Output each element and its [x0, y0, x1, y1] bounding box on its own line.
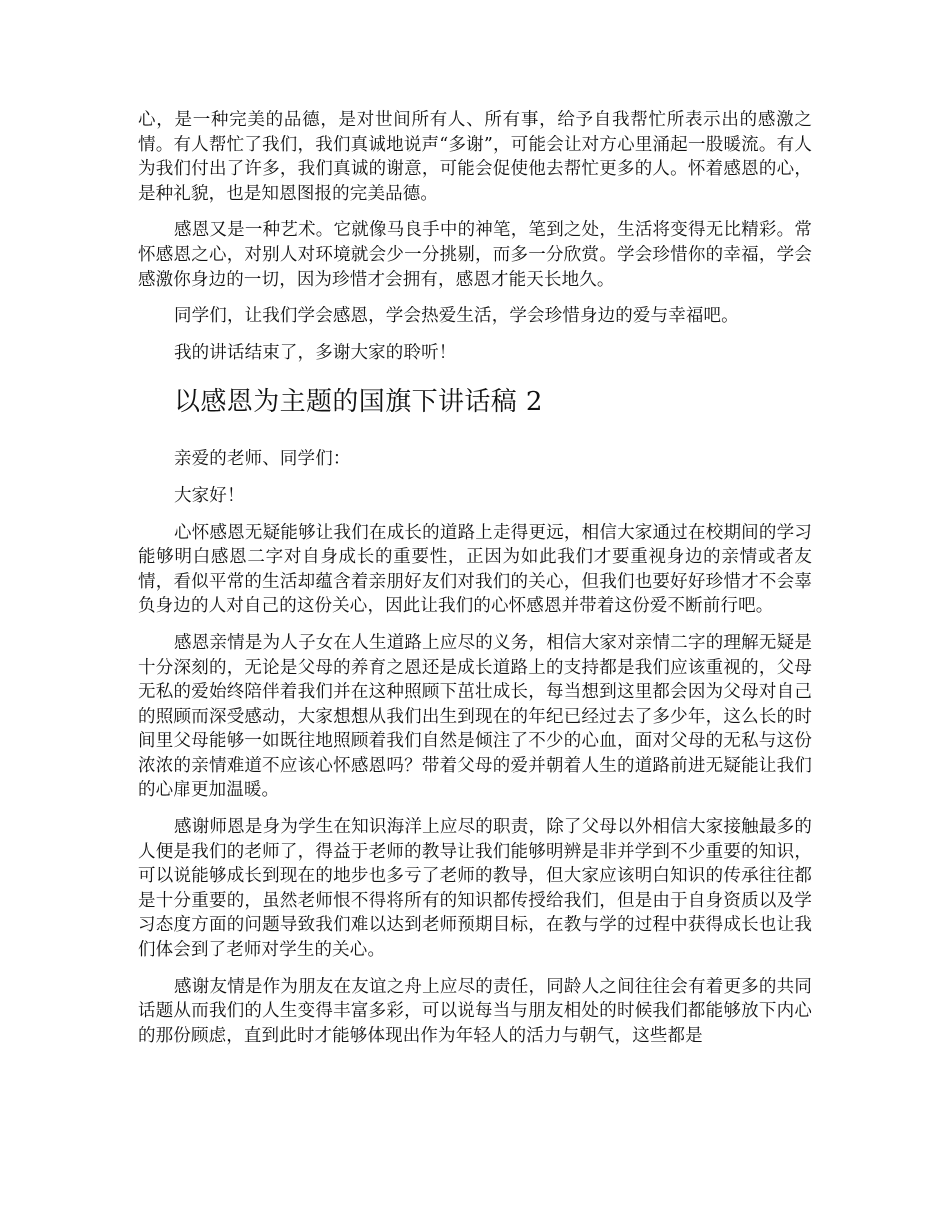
paragraph-gratitude-art: 感恩又是一种艺术。它就像马良手中的神笔，笔到之处，生活将变得无比精彩。常怀感恩之心，对别人对环境就会少一分挑剔，而多一分欣赏。学会珍惜你的幸福，学会感激你身边的一切，因为珍惜才会拥有，感恩才能天长地久。 [138, 220, 812, 290]
paragraph-closing: 我的讲话结束了，多谢大家的聆听！ [174, 342, 457, 363]
paragraph-salutation: 亲爱的老师、同学们： [174, 449, 351, 470]
paragraph-intro: 心怀感恩无疑能够让我们在成长的道路上走得更远，相信大家通过在校期间的学习能够明白感恩二字对自身成长的重要性，正因为如此我们才要重视身边的亲情或者友情，看似平常的生活却蕴含着亲朋好友们对我们的关心，但我们也要好好珍惜才不会辜负身边的人对自己的这份关心，因此让我们的心怀感恩并带着这份爱不断前行吧。 [138, 522, 812, 617]
paragraph-gratitude-virtue: 心，是一种完美的品德，是对世间所有人、所有事，给予自我帮忙所表示出的感激之情。有人帮忙了我们，我们真诚地说声“多谢”，可能会让对方心里涌起一股暖流。有人为我们付出了许多，我们真诚的谢意，可能会促使他去帮忙更多的人。怀着感恩的心，是种礼貌，也是知恩图报的完美品德。 [138, 110, 812, 204]
paragraph-call-to-action: 同学们，让我们学会感恩，学会热爱生活，学会珍惜身边的爱与幸福吧。 [174, 306, 739, 327]
paragraph-greeting: 大家好！ [174, 485, 245, 506]
section-title: 以感恩为主题的国旗下讲话稿 2 [174, 387, 543, 418]
document-page [138, 108, 812, 1048]
paragraph-family-gratitude: 感恩亲情是为人子女在人生道路上应尽的义务，相信大家对亲情二字的理解无疑是十分深刻的，无论是父母的养育之恩还是成长道路上的支持都是我们应该重视的，父母无私的爱始终陪伴着我们并在这种照顾下茁壮成长，每当想到这里都会因为父母对自己的照顾而深受感动，大家想想从我们出生到现在的年纪已经过去了多少年，这么长的时间里父母能够一如既往地照顾着我们自然是倾注了不少的心血，面对父母的无私与这份浓浓的亲情难道不应该心怀感恩吗？带着父母的爱并朝着人生的道路前进无疑能让我们的心扉更加温暖。 [138, 632, 812, 801]
paragraph-teacher-gratitude: 感谢师恩是身为学生在知识海洋上应尽的职责，除了父母以外相信大家接触最多的人便是我们的老师了，得益于老师的教导让我们能够明辨是非并学到不少重要的知识，可以说能够成长到现在的地步也多亏了老师的教导，但大家应该明白知识的传承往往都是十分重要的，虽然老师恨不得将所有的知识都传授给我们，但是由于自身资质以及学习态度方面的问题导致我们难以达到老师预期目标，在教与学的过程中获得成长也让我们体会到了老师对学生的关心。 [138, 817, 812, 961]
paragraph-friendship-gratitude: 感谢友情是作为朋友在友谊之舟上应尽的责任，同龄人之间往往会有着更多的共同话题从而我们的人生变得丰富多彩，可以说每当与朋友相处的时候我们都能够放下内心的那份顾虑，直到此时才能够体现出作为年轻人的活力与朝气，这些都是 [138, 976, 812, 1046]
